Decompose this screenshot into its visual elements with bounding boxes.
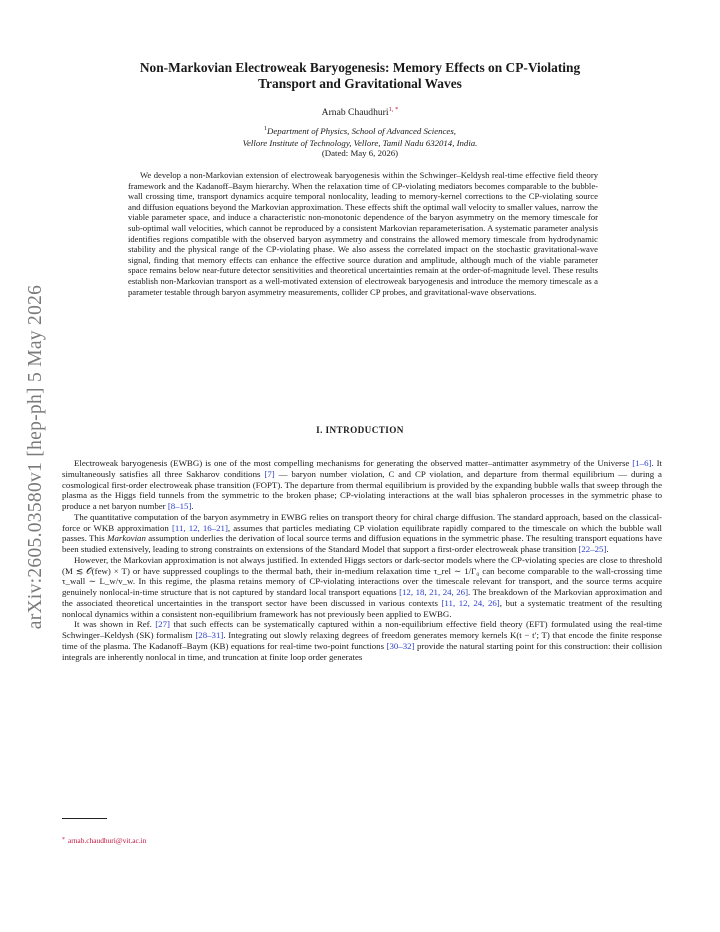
citation[interactable]: [11, 12, 24, 26] bbox=[441, 597, 500, 608]
paragraph-4: It was shown in Ref. [27] that such effects can be systematically captured within a non-equilibrium effective field theory (EFT) formulated using the real-time Schwinger–Keldysh (SK) formalism [28–31]. Integrating out slowly relaxing degrees of freedom generates memory kernels K(t − t′; T) that encode the finite response time of the plasma. The Kadanoff–Baym (KB) equations for real-time two-point functions [30–32] provide the natural starting point for this construction: their collision integrals are inherently nonlocal in time, and truncation at finite loop order generates bbox=[62, 619, 662, 662]
section-heading: I. INTRODUCTION bbox=[316, 425, 404, 435]
footnote-rule bbox=[62, 818, 107, 819]
title-line-2: Transport and Gravitational Waves bbox=[258, 76, 462, 91]
emphasis: Markovian bbox=[107, 533, 146, 544]
affiliation bbox=[80, 123, 640, 149]
paragraph-3: However, the Markovian approximation is not always justified. In extended Higgs sectors or dark-sector models where the CP-violating species are close to threshold (M ≲ 𝒪(few) × T) or have suppressed couplings to the thermal bath, their in-medium relaxation time τ_rel ∼ 1/Γ₀ can become comparable to the wall-crossing time τ_wall ∼ L_w/v_w. In this regime, the plasma retains memory of CP-violating interactions over the timescale relevant for transport, and the source terms acquire genuinely nonlocal-in-time structure that is not captured by standard local transport equations [12, 18, 21, 24, 26]. The breakdown of the Markovian approximation and the associated theoretical uncertainties in the transport sector have been discussed in various contexts [11, 12, 24, 26], but a systematic treatment of the resulting nonlocal dynamics within a consistent non-equilibrium framework has not previously been applied to EWBG. bbox=[62, 554, 663, 619]
body-text bbox=[62, 458, 662, 662]
citation[interactable]: [11, 12, 16–21] bbox=[171, 522, 228, 533]
arxiv-identifier: arXiv:2605.03580v1 [hep-ph] 5 May 2026 bbox=[25, 284, 47, 630]
footnote bbox=[62, 836, 146, 845]
author-marks[interactable]: 1, * bbox=[388, 106, 399, 113]
abstract: We develop a non-Markovian extension of electroweak baryogenesis within the Schwinger–Keldysh real-time effective field theory framework and the Kadanoff–Baym hierarchy. When the relaxation time of CP-violating mediators becomes comparable to the bubble-wall crossing time, transport dynamics acquire temporal nonlocality, leading to memory-kernel corrections to the CP-violating source and diffusion equations beyond the Markovian approximation. These effects shift the optimal wall velocity to smaller values, narrow the viable parameter space, and induce a characteristic non-monotonic dependence of the baryon asymmetry on the memory timescale for sub-optimal wall velocities, which cannot be reproduced by a consistent Markovian reparameterisation. A systematic parameter analysis identifies regions compatible with the observed baryon asymmetry and constrains the allowed memory timescale from hydrodynamic stability and the physical range of the CP-violating phase. We also assess the correlated impact on the stochastic gravitational-wave signal, finding that memory effects can enhance the effective source duration and amplitude, although much of the viable parameter space remains below near-future detector sensitivities and theoretical uncertainties remain at the order-of-magnitude level. These results establish non-Markovian transport as a well-motivated extension of electroweak baryogenesis and introduce the memory timescale as a parameter testable through baryon asymmetry measurements, collider CP probes, and gravitational-wave observations. bbox=[128, 170, 598, 297]
citation[interactable]: [28–31] bbox=[195, 630, 224, 640]
citation[interactable]: [7] bbox=[264, 468, 275, 479]
date-line: (Dated: May 6, 2026) bbox=[321, 148, 399, 158]
affiliation-line-1: Department of Physics, School of Advanced Sciences, bbox=[267, 125, 456, 136]
citation[interactable]: [12, 18, 21, 24, 26] bbox=[399, 587, 469, 597]
paper-title bbox=[80, 60, 640, 92]
affiliation-line-2: Vellore Institute of Technology, Vellore, Tamil Nadu 632014, India. bbox=[242, 137, 478, 148]
paragraph-1: Electroweak baryogenesis (EWBG) is one of the most compelling mechanisms for generating the observed matter–antimatter asymmetry of the Universe [1–6]. It simultaneously satisfies all three Sakharov conditions [7] — baryon number violation, C and CP violation, and departure from thermal equilibrium — during a cosmological first-order electroweak phase transition (FOPT). The departure from thermal equilibrium is provided by the expanding bubble walls that sweep through the plasma as the Higgs field tunnels from the symmetric to the broken phase; CP-violating interactions at the wall bias sphaleron processes in the symmetric phase to produce a net baryon number [8–15]. bbox=[62, 458, 662, 511]
citation[interactable]: [8–15] bbox=[167, 501, 192, 511]
citation[interactable]: [22–25] bbox=[578, 544, 607, 554]
footnote-email[interactable]: arnab.chaudhuri@vit.ac.in bbox=[68, 836, 147, 845]
author bbox=[80, 106, 640, 118]
title-line-1: Non-Markovian Electroweak Baryogenesis: Memory Effects on CP-Violating bbox=[139, 60, 581, 75]
citation[interactable]: [30–32] bbox=[386, 640, 415, 651]
paragraph-2: The quantitative computation of the baryon asymmetry in EWBG relies on transport theory for chiral charge diffusion. The standard approach, based on the classical-force or WKB approximation [11, 12, 16–21], assumes that particles mediating CP violation equilibrate rapidly compared to the timescale on which the bubble wall passes. This Markovian assumption underlies the derivation of local source terms and diffusion equations in the symmetric phase. The resulting transport equations have been studied extensively, leading to strong constraints on extensions of the Standard Model that support a first-order electroweak phase transition [22–25]. bbox=[62, 511, 663, 554]
citation[interactable]: [27] bbox=[155, 619, 170, 630]
footnote-mark: * bbox=[62, 837, 65, 843]
affiliation-number: 1 bbox=[264, 126, 268, 132]
citation[interactable]: [1–6] bbox=[632, 458, 652, 468]
author-name: Arnab Chaudhuri bbox=[321, 107, 389, 119]
